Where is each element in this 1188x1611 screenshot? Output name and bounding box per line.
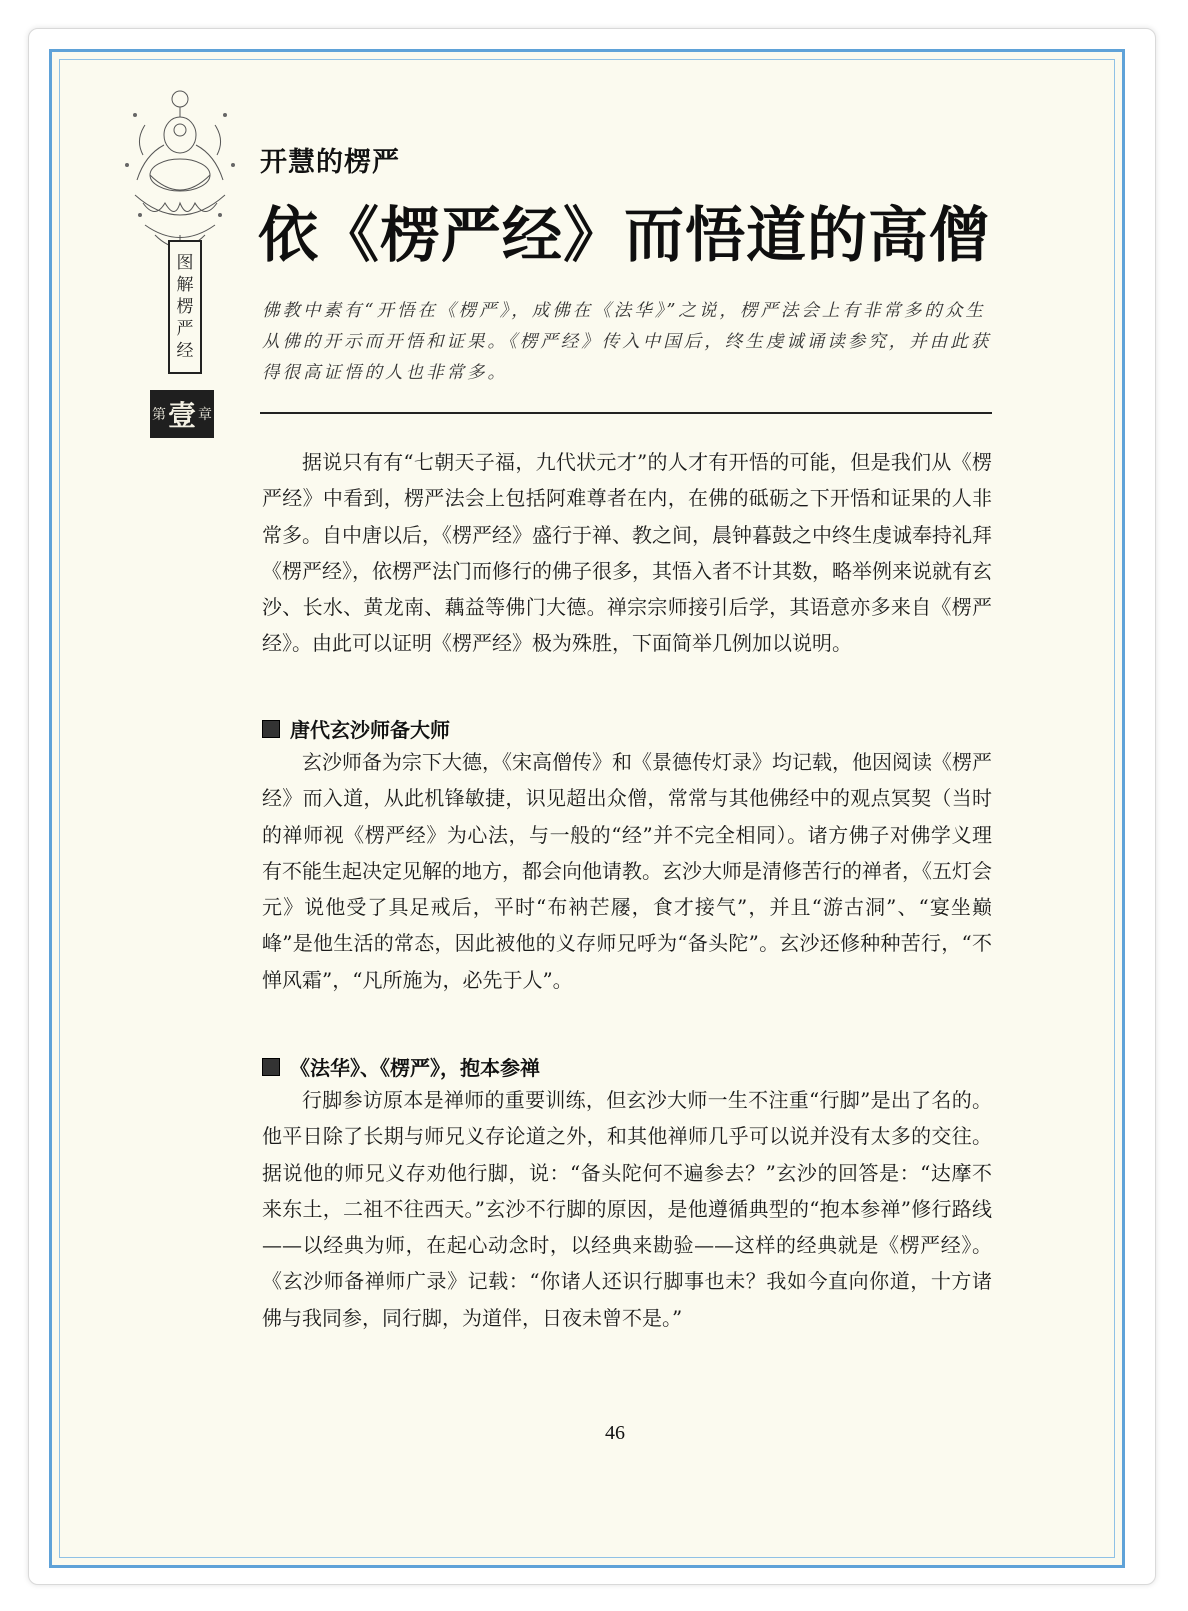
side-label-char: 严	[176, 319, 194, 339]
section-kicker: 开慧的楞严	[260, 147, 400, 178]
section-heading-text: 唐代玄沙师备大师	[290, 718, 450, 742]
paragraph-intro: 据说只有有“七朝天子福，九代状元才”的人才有开悟的可能，但是我们从《楞严经》中看到，楞严法会上包括阿难尊者在内，在佛的砥砺之下开悟和证果的人非常多。自中唐以后，《楞严经》盛行于禅、教之间，晨钟暮鼓之中终生虔诚奉持礼拜《楞严经》，依楞严法门而修行的佛子很多，其悟入者不计其数，略举例来说就有玄沙、长水、黄龙南、藕益等佛门大德。禅宗宗师接引后学，其语意亦多来自《楞严经》。由此可以证明《楞严经》极为殊胜，下面简举几例加以说明。	[262, 450, 992, 656]
chapter-prefix: 第	[151, 407, 166, 423]
heading-square-icon	[262, 1058, 280, 1076]
side-label-char: 图	[176, 253, 194, 273]
chapter-badge	[150, 390, 214, 438]
intro-summary: 佛教中素有“开悟在《楞严》，成佛在《法华》”之说，楞严法会上有非常多的众生从佛的开示而开悟和证果。《楞严经》传入中国后，终生虔诚诵读参究，并由此获得很高证悟的人也非常多。	[262, 301, 992, 383]
chapter-number: 壹	[167, 399, 196, 432]
book-side-label	[168, 240, 202, 374]
title-divider	[260, 412, 992, 414]
paragraph-practice: 行脚参访原本是禅师的重要训练，但玄沙大师一生不注重“行脚”是出了名的。他平日除了长期与师兄义存论道之外，和其他禅师几乎可以说并没有太多的交往。据说他的师兄义存劝他行脚，说：“备头陀何不遍参去？”玄沙的回答是：“达摩不来东土，二祖不往西天。”玄沙不行脚的原因，是他遵循典型的“抱本参禅”修行路线——以经典为师，在起心动念时，以经典来勘验——这样的经典就是《楞严经》。《玄沙师备禅师广录》记载：“你诸人还识行脚事也未？我如今直向你道，十方诸佛与我同参，同行脚，为道伴，日夜未曾不是。”	[262, 1088, 992, 1330]
section-heading-2	[262, 1052, 540, 1081]
chapter-suffix: 章	[198, 407, 212, 423]
page-title: 依《楞严经》而悟道的高僧	[258, 201, 990, 271]
paragraph-xuansha: 玄沙师备为宗下大德，《宋高僧传》和《景德传灯录》均记载，他因阅读《楞严经》而入道，从此机锋敏捷，识见超出众僧，常常与其他佛经中的观点冥契（当时的禅师视《楞严经》为心法，与一般的“经”并不完全相同）。诸方佛子对佛学义理有不能生起决定见解的地方，都会向他请教。玄沙大师是清修苦行的禅者，《五灯会元》说他受了具足戒后，平时“布衲芒屦，食才接气”，并且“游古洞”、“宴坐巅峰”是他生活的常态，因此被他的义存师兄呼为“备头陀”。玄沙还修种种苦行，“不惮风霜”，“凡所施为，必先于人”。	[262, 750, 992, 992]
section-heading-text: 《法华》、《楞严》，抱本参禅	[290, 1056, 540, 1080]
page-number: 46	[605, 1422, 625, 1444]
side-label-char: 解	[176, 275, 194, 295]
section-heading-1	[262, 714, 450, 743]
side-label-char: 经	[176, 341, 194, 361]
heading-square-icon	[262, 720, 280, 738]
side-label-char: 楞	[176, 297, 194, 317]
